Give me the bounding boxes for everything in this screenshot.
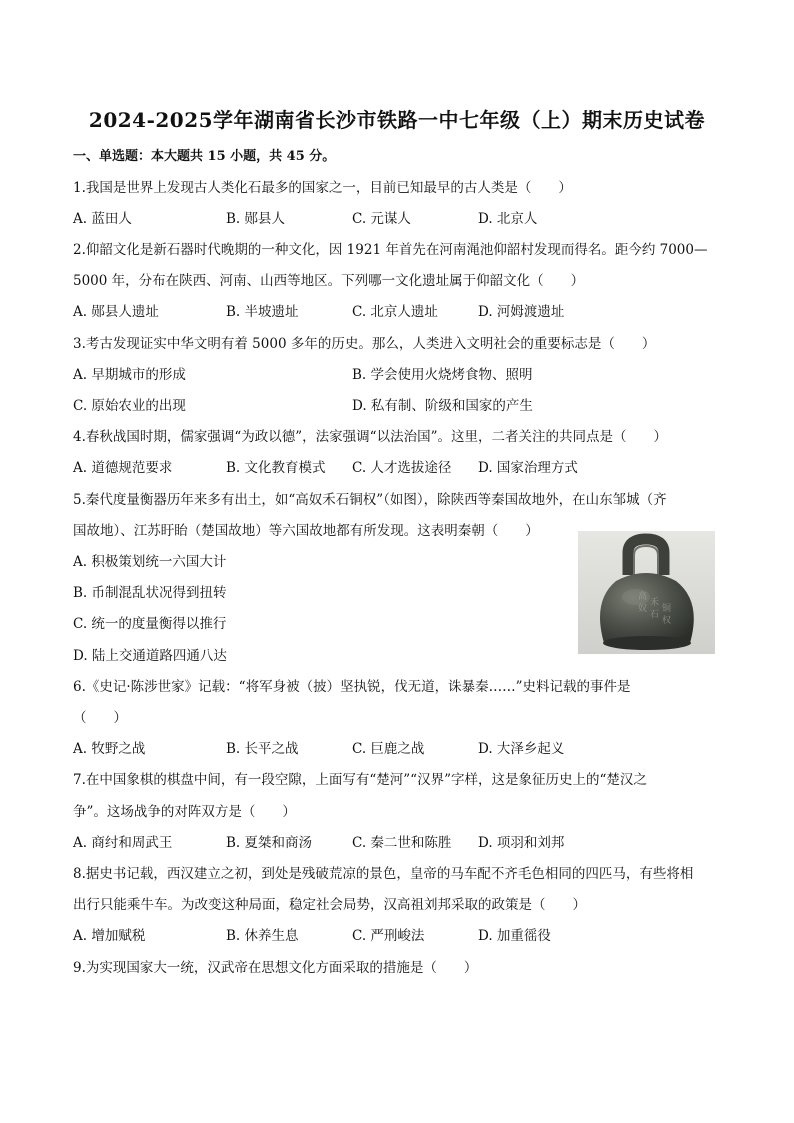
- question-8-stem-line2: 出行只能乘牛车。为改变这种局面，稳定社会局势，汉高祖刘邦采取的政策是（ ）: [73, 897, 586, 913]
- q8-option-a: A. 增加赋税: [73, 928, 146, 944]
- q8-option-c: C. 严刑峻法: [352, 928, 425, 944]
- question-7-stem-line2: 争”。这场战争的对阵双方是（ ）: [73, 804, 296, 820]
- question-4-stem: 4.春秋战国时期，儒家强调“为政以德”，法家强调“以法治国”。这里，二者关注的共同点是（ ）: [73, 429, 667, 445]
- q1-option-d: D. 北京人: [478, 211, 538, 227]
- q8-option-b: B. 休养生息: [226, 928, 299, 944]
- q4-option-c: C. 人才选拔途径: [352, 460, 452, 476]
- q4-option-d: D. 国家治理方式: [478, 460, 578, 476]
- bronze-weight-photo: [578, 531, 715, 654]
- q6-option-a: A. 牧野之战: [73, 741, 146, 757]
- q8-option-d: D. 加重徭役: [478, 928, 551, 944]
- question-5-stem-line1: 5.秦代度量衡器历年来多有出土，如“高奴禾石铜权”（如图），除陕西等秦国故地外，在山东邹城（齐: [73, 492, 667, 508]
- q5-option-c: C. 统一的度量衡得以推行: [73, 616, 227, 632]
- q3-option-b: B. 学会使用火烧烤食物、照明: [352, 367, 533, 383]
- q4-option-a: A. 道德规范要求: [73, 460, 173, 476]
- inscription-char-1: 高: [638, 592, 648, 602]
- inscription-char-2: 奴: [638, 604, 648, 614]
- q2-option-a: A. 郧县人遗址: [73, 304, 159, 320]
- q6-option-d: D. 大泽乡起义: [478, 741, 565, 757]
- q5-option-a: A. 积极策划统一六国大计: [73, 554, 227, 570]
- section-heading: 一、单选题：本大题共 15 小题，共 45 分。: [73, 149, 336, 164]
- inscription-char-3: 禾: [650, 598, 660, 608]
- question-2-stem-line2: 5000 年，分布在陕西、河南、山西等地区。下列哪一文化遗址属于仰韶文化（ ）: [73, 273, 585, 289]
- q2-option-b: B. 半坡遗址: [226, 304, 299, 320]
- question-8-stem-line1: 8.据史书记载，西汉建立之初，到处是残破荒凉的景色，皇帝的马车配不齐毛色相同的四匹马，有些将相: [73, 866, 694, 882]
- question-9-stem: 9.为实现国家大一统，汉武帝在思想文化方面采取的措施是（ ）: [73, 960, 478, 976]
- q2-option-c: C. 北京人遗址: [352, 304, 438, 320]
- q1-option-a: A. 蓝田人: [73, 211, 132, 227]
- q7-option-d: D. 项羽和刘邦: [478, 835, 565, 851]
- q1-option-c: C. 元谋人: [352, 211, 411, 227]
- q1-option-b: B. 郧县人: [226, 211, 286, 227]
- q5-option-b: B. 币制混乱状况得到扭转: [73, 585, 227, 601]
- q3-option-a: A. 早期城市的形成: [73, 367, 186, 383]
- q4-option-b: B. 文化教育模式: [226, 460, 326, 476]
- inscription-char-5: 铜: [662, 604, 672, 614]
- q7-option-a: A. 商纣和周武王: [73, 835, 173, 851]
- question-6-stem-line2: （ ）: [73, 710, 127, 726]
- question-1-stem: 1.我国是世界上发现古人类化石最多的国家之一，目前已知最早的古人类是（ ）: [73, 180, 572, 196]
- q7-option-c: C. 秦二世和陈胜: [352, 835, 452, 851]
- q6-option-c: C. 巨鹿之战: [352, 741, 425, 757]
- inscription-char-6: 权: [662, 616, 672, 626]
- q2-option-d: D. 河姆渡遗址: [478, 304, 565, 320]
- q6-option-b: B. 长平之战: [226, 741, 299, 757]
- question-2-stem-line1: 2.仰韶文化是新石器时代晚期的一种文化，因 1921 年首先在河南渑池仰韶村发现而得名。距今约 7000—: [73, 242, 708, 258]
- question-5-stem-line2: 国故地）、江苏盱眙（楚国故地）等六国故地都有所发现。这表明秦朝（ ）: [73, 523, 539, 539]
- question-7-stem-line1: 7.在中国象棋的棋盘中间，有一段空隙，上面写有“楚河”“汉界”字样，这是象征历史上的“楚汉之: [73, 772, 647, 788]
- q5-option-d: D. 陆上交通道路四通八达: [73, 648, 227, 664]
- question-3-stem: 3.考古发现证实中华文明有着 5000 多年的历史。那么，人类进入文明社会的重要标志是（ ）: [73, 336, 656, 352]
- inscription-char-4: 石: [650, 610, 660, 620]
- q7-option-b: B. 夏桀和商汤: [226, 835, 313, 851]
- question-6-stem-line1: 6.《史记·陈涉世家》记载：“将军身被（披）坚执锐，伐无道，诛暴秦……”史料记载的事件是: [73, 679, 631, 695]
- q3-option-c: C. 原始农业的出现: [73, 398, 186, 414]
- q3-option-d: D. 私有制、阶级和国家的产生: [352, 398, 533, 414]
- bronze-weight-image: [578, 531, 715, 654]
- exam-title: 2024-2025学年湖南省长沙市铁路一中七年级（上）期末历史试卷: [88, 108, 706, 132]
